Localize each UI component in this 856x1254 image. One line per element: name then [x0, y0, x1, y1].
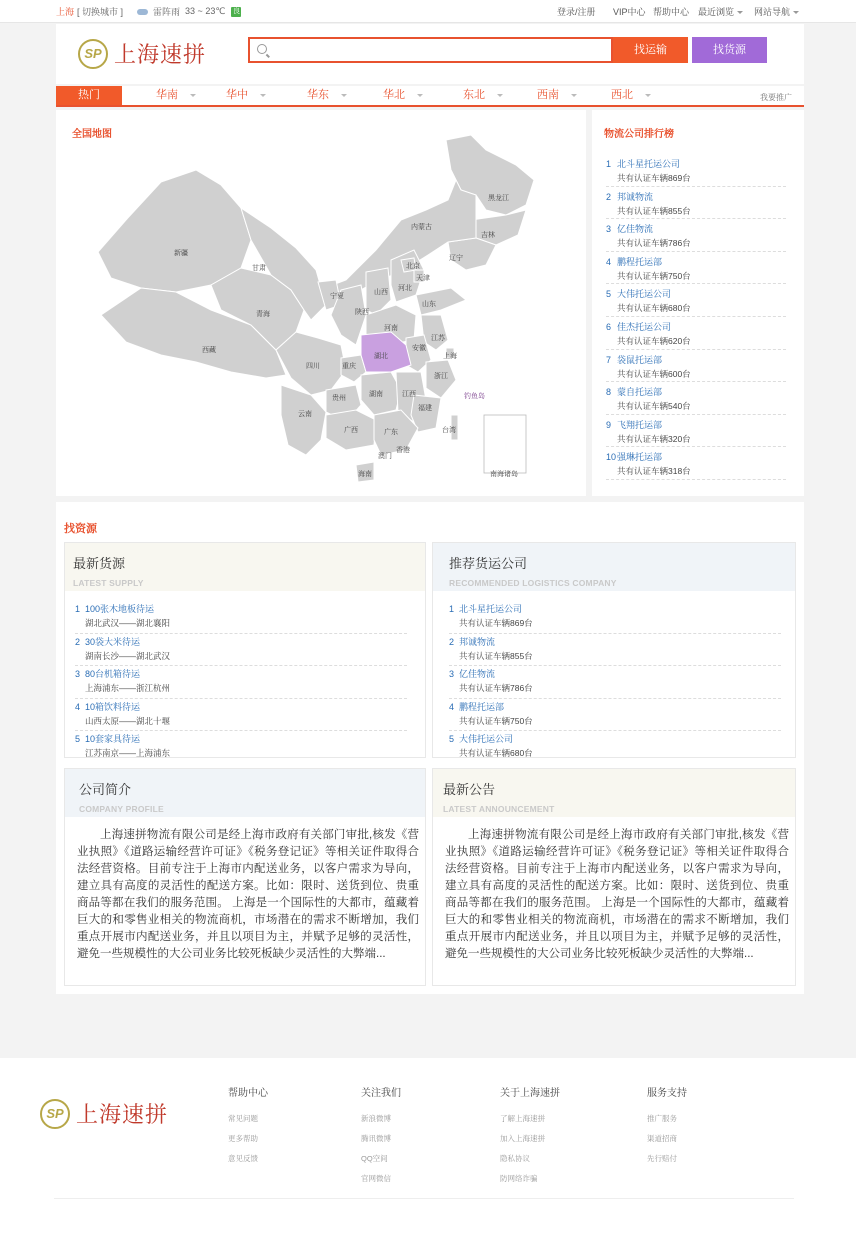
footer-logo[interactable] — [40, 1098, 168, 1129]
tab-label: 东北 — [463, 89, 485, 101]
chevron-down-icon — [571, 94, 577, 97]
company-name[interactable]: 亿佳物流 — [617, 224, 654, 235]
tab-hot[interactable]: 热门 — [56, 86, 122, 105]
list-item[interactable] — [606, 382, 786, 415]
company-name[interactable]: 北斗星托运公司 — [459, 604, 523, 614]
temperature-text: 33 ~ 23℃ — [185, 6, 226, 16]
footer-link[interactable]: 隐私协议 — [500, 1154, 530, 1163]
weather-text: 雷阵雨 — [153, 7, 181, 17]
tab-label: 西南 — [537, 89, 559, 101]
footer-link[interactable]: 官网微信 — [361, 1174, 391, 1183]
chevron-down-icon — [417, 94, 423, 97]
map-region-yunnan — [281, 385, 326, 455]
map-label: 甘肃 — [252, 264, 266, 272]
map-label: 江西 — [402, 390, 416, 398]
footer-col-title: 关注我们 — [361, 1088, 401, 1099]
footer-col-title: 关于上海速拼 — [500, 1088, 560, 1099]
footer-link[interactable]: 常见问题 — [228, 1114, 258, 1123]
route-text: 湖北武汉——湖北襄阳 — [85, 618, 171, 628]
company-name[interactable]: 袋鼠托运部 — [617, 354, 663, 365]
logo-text: 上海速拼 — [114, 43, 207, 68]
footer-link[interactable]: 更多帮助 — [228, 1134, 258, 1143]
supply-name[interactable]: 30袋大米待运 — [85, 636, 141, 647]
box-header — [65, 769, 425, 817]
footer-col-title: 帮助中心 — [228, 1088, 268, 1099]
chevron-down-icon — [260, 94, 266, 97]
recent-browse-menu[interactable] — [698, 5, 743, 18]
chevron-down-icon — [793, 11, 799, 14]
box-header — [65, 543, 425, 591]
map-label: 河南 — [384, 324, 398, 332]
map-label: 重庆 — [342, 362, 356, 370]
map-label: 湖南 — [369, 390, 383, 398]
list-item[interactable] — [606, 284, 786, 317]
list-item[interactable] — [75, 601, 407, 634]
vehicle-count: 共有认证车辆320台 — [617, 433, 691, 444]
item-number: 1 — [75, 604, 81, 614]
route-text: 上海浦东——浙江杭州 — [85, 683, 171, 694]
map-label: 海南 — [358, 470, 372, 478]
rank-number: 1 — [606, 159, 612, 169]
footer-col-follow — [361, 1084, 401, 1193]
footer-divider — [54, 1198, 794, 1199]
site-logo[interactable] — [78, 38, 206, 69]
tab-southwest[interactable] — [537, 86, 577, 105]
map-label: 北京 — [406, 262, 420, 270]
company-name[interactable]: 大伟托运公司 — [617, 289, 672, 300]
map-label: 贵州 — [332, 394, 346, 402]
map-label: 内蒙古 — [411, 223, 432, 231]
logo-mark: SP — [78, 39, 108, 69]
company-name[interactable]: 大伟托运公司 — [459, 734, 514, 745]
recommended-list — [433, 591, 769, 764]
tab-north-china[interactable] — [383, 86, 423, 105]
map-label: 四川 — [306, 362, 320, 370]
logo-text: 上海速拼 — [76, 1103, 169, 1128]
footer-link[interactable]: 推广服务 — [647, 1114, 677, 1123]
map-label: 安徽 — [412, 344, 426, 352]
tab-label: 华中 — [226, 89, 248, 101]
company-name[interactable]: 蒙自托运部 — [617, 387, 663, 398]
tab-label: 西北 — [611, 89, 633, 101]
find-resources-section — [56, 502, 804, 994]
vehicle-count: 共有认证车辆855台 — [617, 205, 691, 216]
company-name[interactable]: 亿佳物流 — [459, 669, 496, 680]
list-item[interactable] — [606, 350, 786, 383]
vehicle-count: 共有认证车辆786台 — [617, 238, 691, 249]
header — [56, 24, 804, 84]
item-number: 1 — [449, 604, 455, 614]
box-header — [433, 769, 795, 817]
item-number: 5 — [75, 734, 81, 745]
company-profile-text: 上海速拼物流有限公司是经上海市政府有关部门审批,核发《营业执照》《道路运输经营许可证》《税务登记证》等相关证件取得合法经营资格。目前专注于上海市内配送业务，以客户需求为导向，建立具有高度的灵活性的配送方案。比如：限时、送货到位、贵重商品等都在我们的服务范围。 上海是一个国际性的大都市，蕴藏着巨大的和零售业相关的物流商机，市场潜在的需求不断增加，我们重点开展市内配送业务，并且以项目为主，并赋予足够的灵活性，避免一些规模性的大公司业务比较死板缺少灵活性的大弊端... — [77, 829, 419, 960]
map-label: 湖北 — [374, 352, 388, 360]
route-text: 江苏南京——上海浦东 — [85, 748, 171, 759]
list-item[interactable] — [75, 666, 407, 699]
map-label: 新疆 — [174, 249, 188, 257]
search-input[interactable] — [272, 42, 602, 58]
ranking-panel — [592, 110, 804, 496]
china-map[interactable] — [56, 110, 586, 496]
recommended-company-box — [432, 542, 796, 758]
tab-central-china[interactable] — [226, 86, 266, 105]
box-title: 推荐货运公司 — [449, 556, 528, 571]
list-item[interactable] — [75, 634, 407, 667]
vehicle-count: 共有认证车辆869台 — [617, 173, 691, 183]
cloud-icon — [137, 8, 149, 16]
tab-label: 华南 — [156, 89, 178, 101]
list-item[interactable] — [606, 187, 786, 220]
air-quality-badge: 良 — [232, 7, 240, 15]
map-label: 浙江 — [434, 372, 448, 380]
list-item[interactable] — [75, 699, 407, 732]
footer-col-title: 服务支持 — [647, 1088, 687, 1099]
chevron-down-icon — [497, 94, 503, 97]
box-header — [433, 543, 795, 591]
box-title: 最新公告 — [443, 782, 496, 797]
map-label: 陕西 — [355, 308, 369, 316]
tab-northwest[interactable] — [611, 86, 651, 105]
vehicle-count: 共有认证车辆600台 — [617, 368, 691, 379]
box-subtitle: LATEST ANNOUNCEMENT — [443, 804, 555, 814]
supply-list — [65, 591, 401, 764]
tab-label: 华北 — [383, 89, 405, 101]
supply-name[interactable]: 100张木地板待运 — [85, 604, 155, 614]
rank-number: 10 — [606, 452, 617, 463]
footer-link[interactable]: 了解上海速拼 — [500, 1114, 545, 1123]
footer-link[interactable]: 腾讯微博 — [361, 1134, 391, 1143]
current-city: 上海 — [56, 7, 75, 17]
vehicle-count: 共有认证车辆869台 — [459, 618, 533, 628]
vehicle-count: 共有认证车辆540台 — [617, 401, 691, 412]
item-number: 4 — [449, 701, 455, 712]
map-title: 全国地图 — [72, 129, 112, 140]
chevron-down-icon — [341, 94, 347, 97]
footer-link[interactable]: 先行赔付 — [647, 1154, 677, 1163]
item-number: 5 — [449, 734, 455, 745]
map-region-xinjiang — [98, 170, 251, 292]
supply-name[interactable]: 10箱饮料待运 — [85, 701, 141, 712]
rank-number: 6 — [606, 321, 612, 332]
rank-number: 9 — [606, 419, 612, 430]
vehicle-count: 共有认证车辆318台 — [617, 466, 691, 477]
company-name[interactable]: 北斗星托运公司 — [617, 159, 681, 169]
logo-mark: SP — [40, 1099, 70, 1129]
help-center-link[interactable]: 帮助中心 — [653, 7, 690, 17]
recent-browse-label: 最近浏览 — [698, 7, 735, 17]
login-register-link[interactable]: 登录/注册 — [557, 7, 596, 17]
vip-center-link[interactable]: VIP中心 — [613, 7, 646, 17]
footer-col-help — [228, 1084, 268, 1173]
site-nav-menu[interactable] — [754, 5, 799, 18]
site-nav-label: 网站导航 — [754, 7, 791, 17]
latest-supply-box — [64, 542, 426, 758]
map-label: 吉林 — [481, 231, 495, 239]
rank-number: 3 — [606, 224, 612, 235]
map-label: 河北 — [398, 284, 412, 292]
ranking-title: 物流公司排行榜 — [604, 129, 674, 140]
company-profile-box — [64, 768, 426, 986]
map-label: 西藏 — [202, 346, 216, 354]
footer — [0, 1058, 856, 1254]
map-label: 福建 — [418, 404, 432, 412]
vehicle-count: 共有认证车辆855台 — [459, 650, 533, 661]
vehicle-count: 共有认证车辆680台 — [617, 303, 691, 314]
company-name[interactable]: 邦诚物流 — [459, 636, 496, 647]
list-item[interactable] — [606, 317, 786, 350]
item-number: 2 — [75, 636, 81, 647]
rank-number: 2 — [606, 191, 612, 202]
map-label: 南海诸岛 — [490, 470, 518, 478]
promote-link[interactable]: 我要推广 — [760, 93, 792, 102]
list-item[interactable] — [449, 601, 781, 634]
company-name[interactable]: 飞翔托运部 — [617, 419, 663, 430]
map-label: 香港 — [396, 446, 410, 454]
item-number: 4 — [75, 701, 81, 712]
map-label: 澳门 — [378, 452, 392, 460]
vehicle-count: 共有认证车辆620台 — [617, 335, 691, 346]
company-name[interactable]: 邦诚物流 — [617, 191, 654, 202]
footer-link[interactable]: 防网络诈骗 — [500, 1174, 538, 1183]
map-label: 钓鱼岛 — [464, 392, 485, 400]
map-label: 宁夏 — [330, 292, 344, 300]
find-resources-title: 找资源 — [64, 523, 97, 535]
route-text: 山西太原——湖北十堰 — [85, 715, 171, 726]
vehicle-count: 共有认证车辆786台 — [459, 683, 533, 694]
list-item[interactable] — [606, 154, 786, 187]
map-label: 山东 — [422, 300, 436, 308]
item-number: 3 — [449, 669, 455, 680]
list-item[interactable] — [606, 252, 786, 285]
map-label: 上海 — [443, 352, 457, 360]
footer-col-about — [500, 1084, 560, 1193]
supply-name[interactable]: 80台机箱待运 — [85, 669, 141, 680]
company-name[interactable]: 强琳托运部 — [617, 452, 663, 463]
company-name[interactable]: 鹏程托运部 — [459, 701, 505, 712]
map-label: 山西 — [374, 288, 388, 296]
box-subtitle: COMPANY PROFILE — [79, 804, 164, 814]
find-cargo-button[interactable]: 找货源 — [692, 37, 767, 63]
rank-number: 7 — [606, 354, 612, 365]
announcement-box — [432, 768, 796, 986]
vehicle-count: 共有认证车辆750台 — [459, 715, 533, 726]
map-label: 台湾 — [442, 426, 456, 434]
chevron-down-icon — [190, 94, 196, 97]
map-label: 青海 — [256, 310, 270, 318]
list-item[interactable] — [449, 699, 781, 732]
switch-city-link[interactable]: [ 切换城市 ] — [77, 7, 124, 17]
map-label: 云南 — [298, 410, 312, 418]
list-item[interactable] — [449, 634, 781, 667]
footer-link[interactable]: QQ空间 — [361, 1154, 388, 1163]
south-china-sea-inset — [484, 415, 526, 473]
box-title: 最新货源 — [73, 556, 126, 571]
tab-south-china[interactable] — [156, 86, 196, 105]
box-subtitle: RECOMMENDED LOGISTICS COMPANY — [449, 578, 617, 588]
company-name[interactable]: 佳杰托运公司 — [617, 321, 672, 332]
footer-link[interactable]: 新浪微博 — [361, 1114, 391, 1123]
list-item[interactable] — [449, 666, 781, 699]
list-item[interactable] — [75, 731, 407, 764]
rank-number: 4 — [606, 256, 612, 267]
map-panel — [56, 110, 586, 496]
supply-name[interactable]: 10套家具待运 — [85, 734, 141, 745]
footer-link[interactable]: 加入上海速拼 — [500, 1134, 545, 1143]
list-item[interactable] — [606, 219, 786, 252]
tab-northeast[interactable] — [463, 86, 503, 105]
footer-link[interactable]: 渠道招商 — [647, 1134, 677, 1143]
box-subtitle: LATEST SUPPLY — [73, 578, 144, 588]
map-label: 江苏 — [431, 334, 445, 342]
announcement-text: 上海速拼物流有限公司是经上海市政府有关部门审批,核发《营业执照》《道路运输经营许可证》《税务登记证》等相关证件取得合法经营资格。目前专注于上海市内配送业务，以客户需求为导向，建立具有高度的灵活性的配送方案。比如：限时、送货到位、贵重商品等都在我们的服务范围。 上海是一个国际性的大都市，蕴藏着巨大的和零售业相关的物流商机，市场潜在的需求不断增加，我们重点开展市内配送业务，并且以项目为主，并赋予足够的灵活性，避免一些规模性的大公司业务比较死板缺少灵活性的大弊端... — [445, 829, 789, 960]
map-label: 黑龙江 — [488, 194, 509, 202]
tab-label: 华东 — [307, 89, 329, 101]
box-title: 公司简介 — [79, 782, 132, 797]
vehicle-count: 共有认证车辆680台 — [459, 748, 533, 759]
list-item[interactable] — [606, 447, 786, 480]
rank-number: 5 — [606, 289, 612, 300]
top-bar — [0, 0, 856, 23]
vehicle-count: 共有认证车辆750台 — [617, 270, 691, 281]
chevron-down-icon — [645, 94, 651, 97]
list-item[interactable] — [449, 731, 781, 764]
search-box — [248, 37, 613, 63]
map-label: 广西 — [344, 426, 358, 434]
route-text: 湖南长沙——湖北武汉 — [85, 650, 171, 661]
footer-link[interactable]: 意见反馈 — [228, 1154, 258, 1163]
list-item[interactable] — [606, 415, 786, 448]
tab-east-china[interactable] — [307, 86, 347, 105]
footer-col-service — [647, 1084, 687, 1173]
region-nav — [56, 86, 804, 107]
map-label: 辽宁 — [449, 254, 463, 262]
map-label: 广东 — [384, 428, 398, 436]
ranking-list — [606, 154, 786, 480]
find-transport-button[interactable]: 找运输 — [613, 37, 688, 63]
map-label: 天津 — [416, 274, 430, 282]
company-name[interactable]: 鹏程托运部 — [617, 256, 663, 267]
chevron-down-icon — [737, 11, 743, 14]
search-icon — [257, 44, 267, 54]
rank-number: 8 — [606, 387, 612, 398]
item-number: 3 — [75, 669, 81, 680]
item-number: 2 — [449, 636, 455, 647]
